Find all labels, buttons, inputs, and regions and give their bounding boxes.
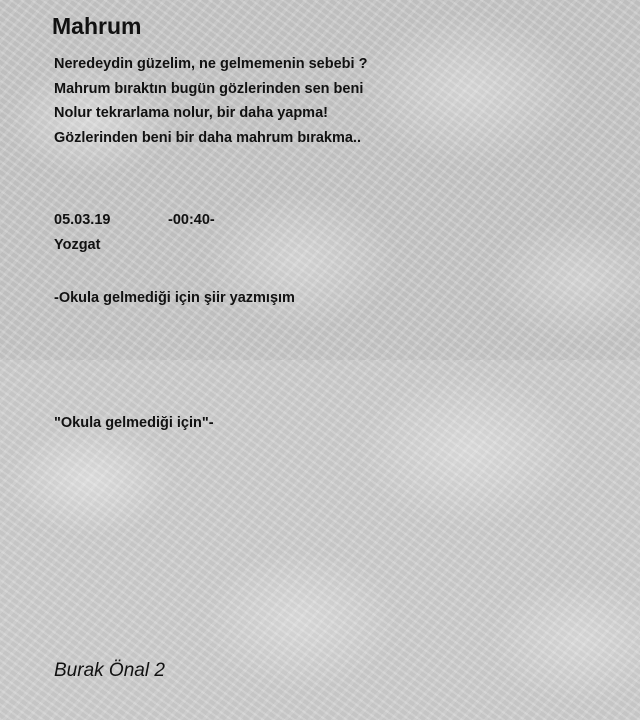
poem-place: Yozgat	[54, 237, 101, 253]
poem-time: -00:40-	[168, 212, 215, 228]
poem-quote: "Okula gelmediği için"-	[54, 415, 214, 431]
poem-line-3: Nolur tekrarlama nolur, bir daha yapma!	[54, 105, 328, 121]
poem-line-1: Neredeydin güzelim, ne gelmemenin sebebi ?	[54, 56, 368, 72]
poem-title: Mahrum	[52, 13, 142, 39]
poem-date: 05.03.19	[54, 212, 111, 228]
poem-line-4: Gözlerinden beni bir daha mahrum bırakma..	[54, 130, 361, 146]
poem-note: -Okula gelmediği için şiir yazmışım	[54, 290, 295, 306]
poem-line-2: Mahrum bıraktın bugün gözlerinden sen beni	[54, 81, 364, 97]
author-name[interactable]: Burak Önal 2	[54, 660, 165, 681]
